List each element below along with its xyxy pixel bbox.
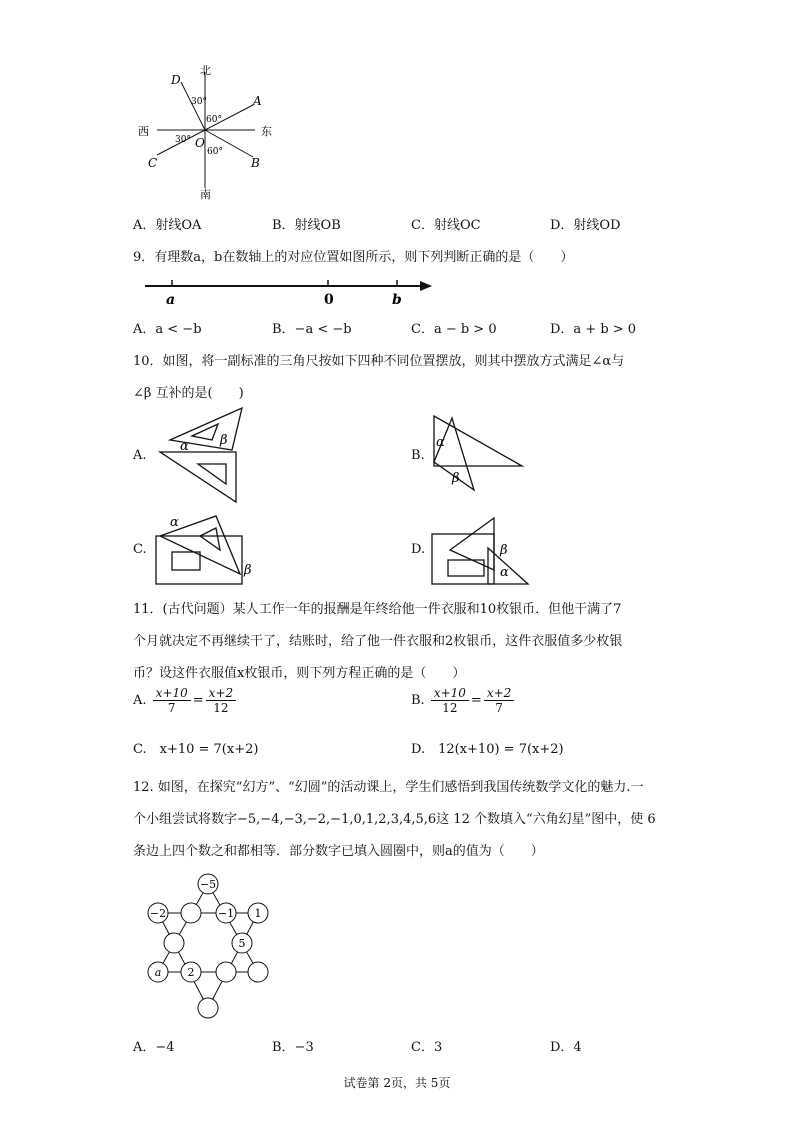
q11-line3: 币？设这件衣服值x枚银币，则下列方程正确的是（ ） [133,666,466,681]
q9-option-d[interactable]: D．a + b > 0 [550,322,637,337]
q10-figure-b [428,410,528,495]
fraction: $\frac{x+2}{7}$ [484,686,514,715]
q10-stem-line2: ∠β 互补的是( ) [133,386,244,401]
beta-b: β [452,471,460,486]
q12-line1: 12. 如图，在探究“幻方”、“幻圆”的活动课上，学生们感悟到我国传统数学文化的魅力.一 [133,780,644,795]
q11-line1: 11．(古代问题）某人工作一年的报酬是年终给他一件衣服和10枚银币．但他干满了7 [133,602,622,617]
label-d: D [171,73,181,87]
angle-30-top: 30° [191,97,207,107]
label-c: C [148,156,158,170]
star-num-left: −2 [149,907,167,920]
q10-figure-c [150,510,260,585]
q10-figure-a [150,402,260,507]
page-footer: 试卷第 2页，共 5页 [343,1076,451,1090]
star-num-top: −5 [199,878,217,891]
q12-option-c[interactable]: C．3 [411,1040,443,1055]
q10-option-c-letter[interactable]: C. [133,542,147,557]
q11-option-c[interactable]: C. x+10 = 7(x+2) [133,742,259,757]
q10-figure-d [428,514,538,586]
fraction: $\frac{x+2}{12}$ [206,686,236,715]
q11-line2: 个月就决定不再继续干了，结账时，给了他一件衣服和2枚银币，这件衣服值多少枚银 [133,634,623,649]
numberline-zero: 0 [324,292,334,308]
fraction: $\frac{x+10}{12}$ [431,686,469,715]
star-num-right: 1 [254,907,262,920]
alpha-a: α [180,439,189,454]
q10-option-b-letter[interactable]: B. [411,448,425,463]
q9-option-c[interactable]: C．a − b > 0 [411,322,497,337]
q12-option-a[interactable]: A．−4 [133,1040,175,1055]
q10-option-a-letter[interactable]: A. [133,448,147,463]
star-num-a: a [154,966,162,979]
star-num-five: 5 [238,937,246,950]
q8-option-c[interactable]: C．射线OC [411,218,481,233]
q11-option-a-label: A. [133,693,147,708]
star-num-mid: −1 [217,907,235,920]
q12-line3: 条边上四个数之和都相等．部分数字已填入圆圈中，则a的值为（ ） [133,844,544,859]
q9-option-b[interactable]: B．−a < −b [272,322,352,337]
q9-option-a[interactable]: A．a < −b [133,322,202,337]
q9-stem: 9．有理数a，b在数轴上的对应位置如图所示，则下列判断正确的是（ ） [133,250,574,265]
q11-option-b[interactable]: B. $\frac{x+10}{12}$ = $\frac{x+2}{7}$ [411,686,516,715]
q12-option-b[interactable]: B．−3 [272,1040,314,1055]
compass-south: 南 [200,188,211,201]
numberline-b: b [392,292,402,308]
q8-option-a[interactable]: A．射线OA [133,218,202,233]
q11-option-b-label: B. [411,693,425,708]
q12-option-d[interactable]: D．4 [550,1040,582,1055]
label-a: A [253,94,262,108]
label-b: B [251,156,260,170]
q10-stem-line1: 10．如图，将一副标准的三角尺按如下四种不同位置摆放，则其中摆放方式满足∠α与 [133,354,625,369]
angle-60-top: 60° [206,115,222,125]
compass-figure [135,60,285,205]
angle-60-bottom: 60° [207,147,223,157]
q8-option-b[interactable]: B．射线OB [272,218,341,233]
alpha-b: α [436,435,445,450]
number-line [140,274,440,308]
hexagram-figure [138,872,278,1020]
star-num-two: 2 [187,966,195,979]
q8-option-d[interactable]: D．射线OD [550,218,621,233]
beta-a: β [220,433,228,448]
label-o: O [195,136,205,150]
compass-east: 东 [261,125,272,138]
q10-option-d-letter[interactable]: D. [411,542,426,557]
angle-30-left: 30° [175,135,191,145]
compass-north: 北 [200,64,211,77]
alpha-d: α [500,565,509,580]
q11-option-a[interactable]: A. $\frac{x+10}{7}$ = $\frac{x+2}{12}$ [133,686,238,715]
q11-option-d[interactable]: D. 12(x+10) = 7(x+2) [411,742,564,757]
beta-c: β [244,563,252,578]
compass-west: 西 [138,125,149,138]
alpha-c: α [170,515,179,530]
beta-d: β [500,543,508,558]
q12-line2: 个小组尝试将数字−5,−4,−3,−2,−1,0,1,2,3,4,5,6这 12 个数填入“六角幻星”图中，使 6 [133,812,656,827]
numberline-a: a [166,292,176,308]
fraction: $\frac{x+10}{7}$ [153,686,191,715]
